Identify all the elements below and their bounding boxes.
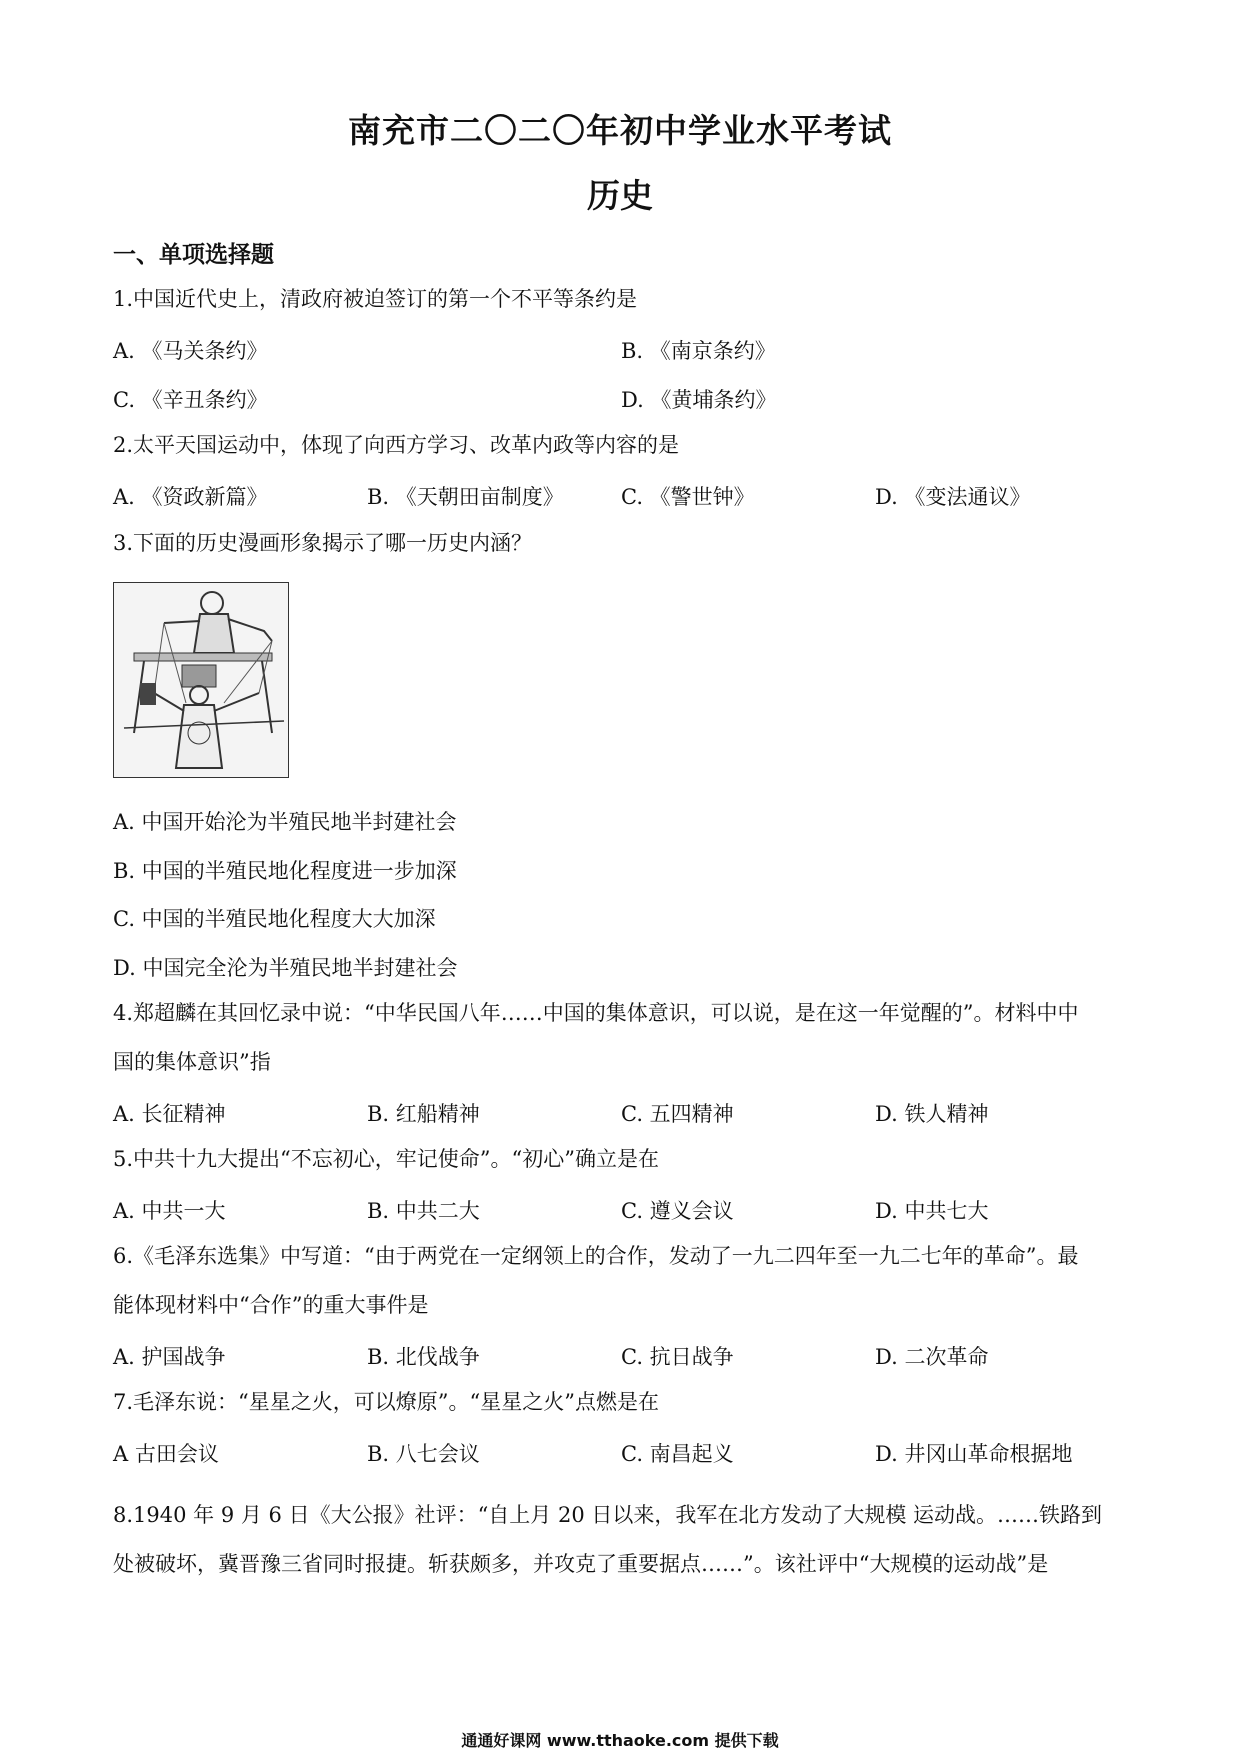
page-footer: 通通好课网 www.tthaoke.com 提供下载 <box>461 1731 779 1750</box>
exam-title: 南充市二〇二〇年初中学业水平考试 <box>348 111 892 150</box>
question-4-line-1: 4.郑超麟在其回忆录中说：“中华民国八年……中国的集体意识，可以说，是在这一年觉醒的”。材料中中 <box>113 1001 1079 1025</box>
q2-option-a: A. 《资政新篇》 <box>113 485 268 509</box>
question-6-line-2: 能体现材料中“合作”的重大事件是 <box>113 1293 429 1317</box>
question-8-line-2: 处被破坏，冀晋豫三省同时报捷。斩获颇多，并攻克了重要据点……”。该社评中“大规模的运动战”是 <box>113 1552 1049 1576</box>
q5-option-b: B. 中共二大 <box>367 1199 480 1223</box>
q4-option-a: A. 长征精神 <box>113 1102 226 1126</box>
q4-option-d: D. 铁人精神 <box>875 1102 989 1126</box>
q4-option-c: C. 五四精神 <box>621 1102 734 1126</box>
q5-option-d: D. 中共七大 <box>875 1199 989 1223</box>
question-7: 7.毛泽东说：“星星之火，可以燎原”。“星星之火”点燃是在 <box>113 1390 659 1414</box>
question-1: 1.中国近代史上，清政府被迫签订的第一个不平等条约是 <box>113 287 638 311</box>
q6-option-c: C. 抗日战争 <box>621 1345 734 1369</box>
q1-option-c: C. 《辛丑条约》 <box>113 388 268 412</box>
question-2: 2.太平天国运动中，体现了向西方学习、改革内政等内容的是 <box>113 433 680 457</box>
question-8-line-1: 8.1940 年 9 月 6 日《大公报》社评：“自上月 20 日以来，我军在北方发动了大规模 运动战。……铁路到 <box>113 1503 1103 1527</box>
question-3: 3.下面的历史漫画形象揭示了哪一历史内涵？ <box>113 531 533 555</box>
exam-subject: 历史 <box>587 176 653 215</box>
q3-option-b: B. 中国的半殖民地化程度进一步加深 <box>113 859 457 883</box>
q5-option-c: C. 遵义会议 <box>621 1199 734 1223</box>
q5-option-a: A. 中共一大 <box>113 1199 226 1223</box>
q3-option-c: C. 中国的半殖民地化程度大大加深 <box>113 907 436 931</box>
section-heading: 一、单项选择题 <box>113 242 274 268</box>
q3-option-a: A. 中国开始沦为半殖民地半封建社会 <box>113 810 457 834</box>
q2-option-b: B. 《天朝田亩制度》 <box>367 485 564 509</box>
question-6-line-1: 6.《毛泽东选集》中写道：“由于两党在一定纲领上的合作，发动了一九二四年至一九二七年的革命”。最 <box>113 1244 1079 1268</box>
q4-option-b: B. 红船精神 <box>367 1102 480 1126</box>
q7-option-a: A 古田会议 <box>113 1442 219 1466</box>
cartoon-puppet-illustration <box>114 583 288 777</box>
q6-option-b: B. 北伐战争 <box>367 1345 480 1369</box>
cartoon-image <box>113 582 289 778</box>
q7-option-b: B. 八七会议 <box>367 1442 480 1466</box>
q1-option-b: B. 《南京条约》 <box>621 339 776 363</box>
q7-option-d: D. 井冈山革命根据地 <box>875 1442 1073 1466</box>
q2-option-c: C. 《警世钟》 <box>621 485 755 509</box>
q7-option-c: C. 南昌起义 <box>621 1442 734 1466</box>
q6-option-a: A. 护国战争 <box>113 1345 226 1369</box>
question-5: 5.中共十九大提出“不忘初心，牢记使命”。“初心”确立是在 <box>113 1147 659 1171</box>
q1-option-d: D. 《黄埔条约》 <box>621 388 777 412</box>
question-4-line-2: 国的集体意识”指 <box>113 1050 271 1074</box>
q1-option-a: A. 《马关条约》 <box>113 339 268 363</box>
q6-option-d: D. 二次革命 <box>875 1345 989 1369</box>
q2-option-d: D. 《变法通议》 <box>875 485 1031 509</box>
q3-option-d: D. 中国完全沦为半殖民地半封建社会 <box>113 956 458 980</box>
